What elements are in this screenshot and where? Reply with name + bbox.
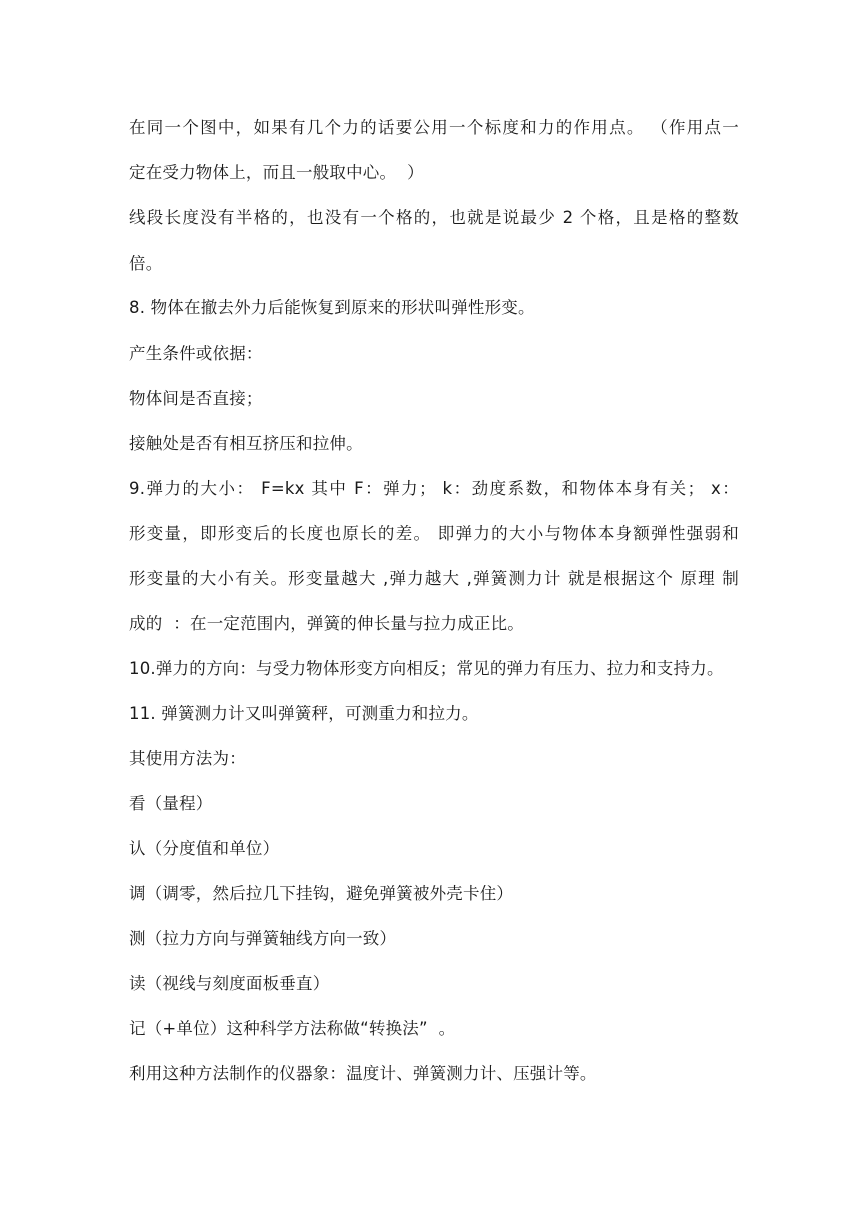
text-line: 线段长度没有半格的，也没有一个格的，也就是说最少 2 个格，且是格的整数 bbox=[129, 208, 739, 227]
text-line: 形变量的大小有关。形变量越大 ,弹力越大 ,弹簧测力计 就是根据这个 原理 制 bbox=[129, 569, 739, 588]
text-line: 倍。 bbox=[129, 254, 163, 273]
text-line: 其使用方法为： bbox=[129, 749, 246, 768]
text-line: 记（+单位）这种科学方法称做“转换法” 。 bbox=[129, 1019, 456, 1038]
text-line: 测（拉力方向与弹簧轴线方向一致） bbox=[129, 929, 397, 948]
text-line: 接触处是否有相互挤压和拉伸。 bbox=[129, 434, 363, 453]
text-line: 看（量程） bbox=[129, 794, 213, 813]
text-line: 10.弹力的方向：与受力物体形变方向相反；常见的弹力有压力、拉力和支持力。 bbox=[129, 659, 724, 678]
text-line: 11. 弹簧测力计又叫弹簧秤，可测重力和拉力。 bbox=[129, 704, 479, 723]
text-line: 利用这种方法制作的仪器象：温度计、弹簧测力计、压强计等。 bbox=[129, 1064, 597, 1083]
text-line: 在同一个图中，如果有几个力的话要公用一个标度和力的作用点。 （作用点一 bbox=[129, 118, 739, 137]
text-line: 定在受力物体上，而且一般取中心。 ） bbox=[129, 163, 424, 182]
text-line: 调（调零，然后拉几下挂钩，避免弹簧被外壳卡住） bbox=[129, 884, 514, 903]
text-line: 认（分度值和单位） bbox=[129, 839, 280, 858]
text-line: 成的 ：在一定范围内，弹簧的伸长量与拉力成正比。 bbox=[129, 614, 524, 633]
text-line: 形变量，即形变后的长度也原长的差。 即弹力的大小与物体本身额弹性强弱和 bbox=[129, 524, 739, 543]
text-line: 9.弹力的大小： F=kx 其中 F：弹力； k：劲度系数，和物体本身有关； x： bbox=[129, 479, 739, 498]
text-line: 物体间是否直接； bbox=[129, 389, 263, 408]
text-line: 8. 物体在撤去外力后能恢复到原来的形状叫弹性形变。 bbox=[129, 298, 535, 317]
text-line: 读（视线与刻度面板垂直） bbox=[129, 974, 330, 993]
text-line: 产生条件或依据： bbox=[129, 344, 263, 363]
